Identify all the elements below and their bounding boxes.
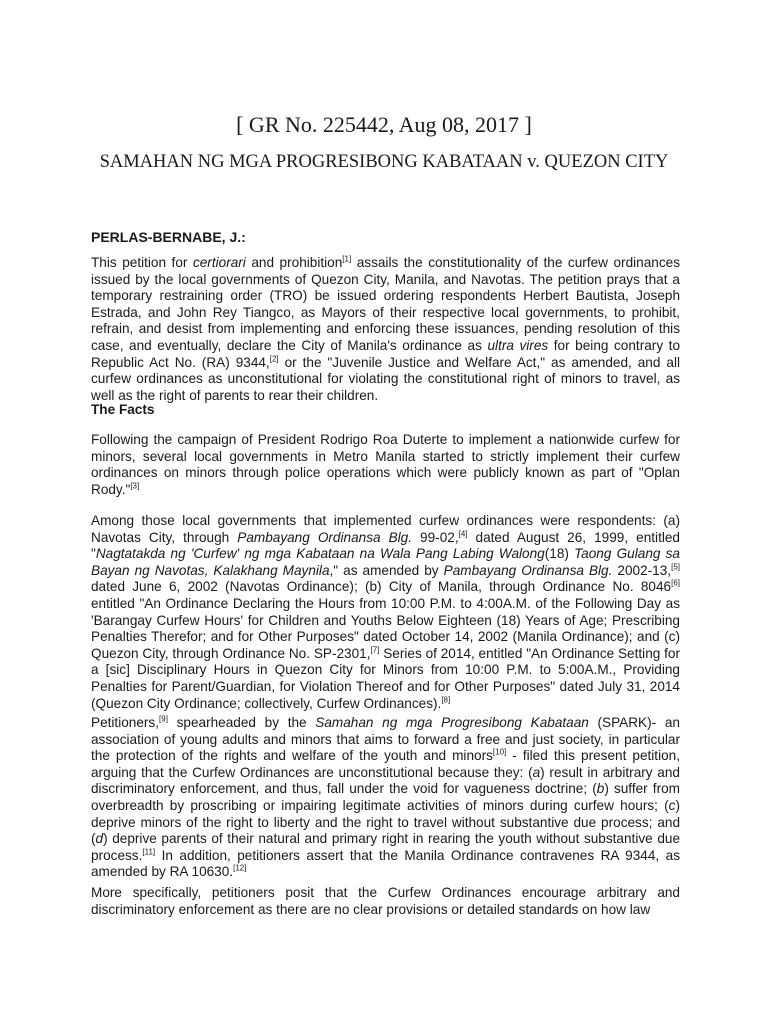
- footnote-ref-12[interactable]: [12]: [233, 863, 247, 873]
- paragraph-4: Petitioners,[9] spearheaded by the Samahan ng mga Progresibong Kabataan (SPARK)- an association of young adults and minors that aims to forward a free and just society, in particular the protection of the rights and welfare of the youth and minors[10] - filed this present petition, arguing that the Curfew Ordinances are unconstitutional because they: (a) result in arbitrary and discriminatory enforcement, and thus, fall under the void for vagueness doctrine; (b) suffer from overbreadth by proscribing or impairing legitimate activities of minors during curfew hours; (c) deprive minors of the right to liberty and the right to travel without substantive due process; and (d) deprive parents of their natural and primary right in rearing the youth without substantive due process.[11] In addition, petitioners assert that the Manila Ordinance contravenes RA 9344, as amended by RA 10630.[12]: [91, 714, 680, 880]
- footnote-ref-9[interactable]: [9]: [159, 714, 168, 724]
- paragraph-5: More specifically, petitioners posit that the Curfew Ordinances encourage arbitrary and discriminatory enforcement as there are no clear provisions or detailed standards on how law: [91, 885, 680, 917]
- ponente-name: PERLAS-BERNABE, J.:: [91, 229, 246, 245]
- footnote-ref-8[interactable]: [8]: [441, 695, 451, 704]
- footnote-ref-6[interactable]: [6]: [671, 578, 680, 588]
- case-title: SAMAHAN NG MGA PROGRESIBONG KABATAAN v. QUEZON CITY: [99, 152, 669, 172]
- paragraph-1: This petition for certiorari and prohibition[1] assails the constitutionality of the curfew ordinances issued by the local governments of Quezon City, Manila, and Navotas. The petition prays that a temporary restraining order (TRO) be issued ordering respondents Herbert Bautista, Joseph Estrada, and John Rey Tiangco, as Mayors of their respective local governments, to prohibit, refrain, and desist from implementing and enforcing these issuances, pending resolution of this case, and eventually, declare the City of Manila's ordinance as ultra vires for being contrary to Republic Act No. (RA) 9344,[2] or the "Juvenile Justice and Welfare Act," as amended, and all curfew ordinances as unconstitutional for violating the constitutional right of minors to travel, as well as the right of parents to rear their children.: [91, 254, 681, 403]
- footnote-ref-5[interactable]: [5]: [671, 562, 680, 572]
- footnote-ref-3[interactable]: [3]: [130, 481, 140, 491]
- footnote-ref-7[interactable]: [7]: [370, 645, 380, 655]
- paragraph-2: Following the campaign of President Rodrigo Roa Duterte to implement a nationwide curfew for minors, several local governments in Metro Manila started to strictly implement their curfew ordinances on minors through police operations which were publicly known as part of "Oplan Rody."[3]: [91, 432, 680, 497]
- footnote-ref-11[interactable]: [11]: [142, 847, 156, 857]
- paragraph-3: Among those local governments that implemented curfew ordinances were respondents: (a) Navotas City, through Pambayang Ordinansa Blg. 99-02,[4] dated August 26, 1999, entitled "Nagtatakda ng 'Curfew' ng mga Kabataan na Wala Pang Labing Walong(18) Taong Gulang sa Bayan ng Navotas, Kalakhang Maynila," as amended by Pambayang Ordinansa Blg. 2002-13,[5] dated June 6, 2002 (Navotas Ordinance); (b) City of Manila, through Ordinance No. 8046[6] entitled "An Ordinance Declaring the Hours from 10:00 P.M. to 4:00A.M. of the Following Day as 'Barangay Curfew Hours' for Children and Youths Below Eighteen (18) Years of Age; Prescribing Penalties Therefor; and for Other Purposes" dated October 14, 2002 (Manila Ordinance); and (c) Quezon City, through Ordinance No. SP-2301,[7] Series of 2014, entitled "An Ordinance Setting for a [sic] Disciplinary Hours in Quezon City for Minors from 10:00 P.M. to 5:00A.M., Providing Penalties for Parent/Guardian, for Violation Thereof and for Other Purposes" dated July 31, 2014 (Quezon City Ordinance; collectively, Curfew Ordinances).[8]: [91, 513, 680, 711]
- footnote-ref-4[interactable]: [4]: [458, 529, 468, 539]
- section-heading-facts: The Facts: [91, 402, 155, 417]
- footnote-ref-10[interactable]: [10]: [492, 747, 507, 757]
- footnote-ref-2[interactable]: [2]: [269, 354, 279, 364]
- footnote-ref-1[interactable]: [1]: [342, 254, 352, 264]
- case-number: [ GR No. 225442, Aug 08, 2017 ]: [236, 112, 532, 137]
